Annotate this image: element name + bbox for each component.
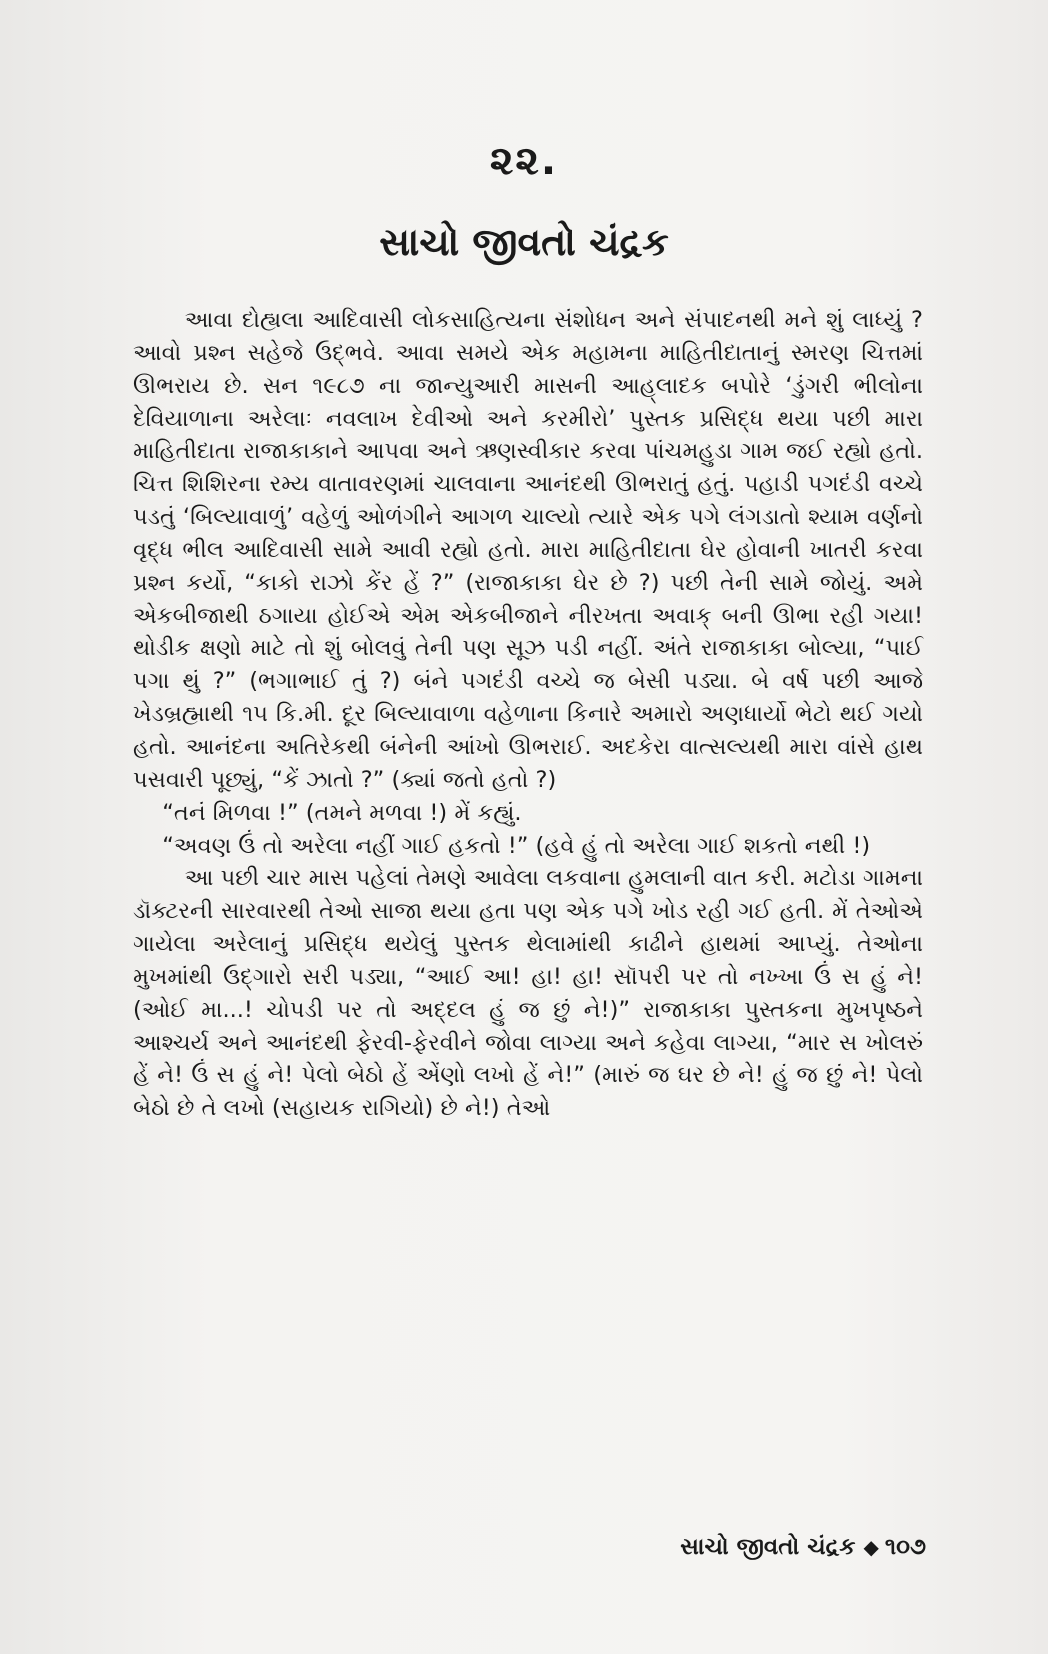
body-text: [133, 304, 923, 1125]
chapter-number: ૨૨.: [489, 138, 559, 184]
paragraph: આ પછી ચાર માસ પહેલાં તેમણે આવેલા લકવાના હુમલાની વાત કરી. મટોડા ગામના ડૉક્ટરની સારવારથી તેઓ સાજા થયા હતા પણ એક પગે ખોડ રહી ગઈ હતી. મેં તેઓએ ગાયેલા અરેલાનું પ્રસિદ્ધ થયેલું પુસ્તક થેલામાંથી કાઢીને હાથમાં આપ્યું. તેઓના મુખમાંથી ઉદ્ગારો સરી પડ્યા, “આઈ આ! હા! હા! સૉપરી પર તો નખ્ખા ઉં સ હું ને! (ઓઈ મા...! ચોપડી પર તો અદ્દલ હું જ છું ને!)” રાજાકાકા પુસ્તકના મુખપૃષ્ઠને આશ્ચર્ય અને આનંદથી ફેરવી-ફેરવીને જોવા લાગ્યા અને કહેવા લાગ્યા, “માર સ ખોલરું હેં ને! ઉં સ હું ને! પેલો બેઠો હેં એંણો લખો હેં ને!” (મારું જ ઘર છે ને! હું જ છું ને! પેલો બેઠો છે તે લખો (સહાયક રાગિયો) છે ને!) તેઓ: [133, 865, 923, 1122]
diamond-separator-icon: ◆: [863, 1535, 879, 1559]
page-footer: [680, 1534, 926, 1560]
chapter-title: સાચો જીવતો ચંદ્રક: [379, 220, 669, 264]
running-title: સાચો જીવતો ચંદ્રક: [680, 1534, 856, 1560]
page-number: ૧૦૭: [884, 1534, 926, 1560]
paragraph: આવા દોહ્યલા આદિવાસી લોકસાહિત્યના સંશોધન અને સંપાદનથી મને શું લાધ્યું ? આવો પ્રશ્ન સહેજે ઉદ્ભવે. આવા સમયે એક મહામના માહિતીદાતાનું સ્મરણ ચિત્તમાં ઊભરાય છે. સન ૧૯૮૭ ના જાન્યુઆરી માસની આહ્‌લાદક બપોરે ‘ડુંગરી ભીલોના દેવિયાળાના અરેલાઃ નવલાખ દેવીઓ અને કરમીરો’ પુસ્તક પ્રસિદ્ધ થયા પછી મારા માહિતીદાતા રાજાકાકાને આપવા અને ઋણસ્વીકાર કરવા પાંચમહુડા ગામ જઈ રહ્યો હતો. ચિત્ત શિશિરના રમ્ય વાતાવરણમાં ચાલવાના આનંદથી ઊભરાતું હતું. પહાડી પગદંડી વચ્ચે પડતું ‘બિલ્યાવાળું’ વહેળું ઓળંગીને આગળ ચાલ્યો ત્યારે એક પગે લંગડાતો શ્યામ વર્ણનો વૃદ્ધ ભીલ આદિવાસી સામે આવી રહ્યો હતો. મારા માહિતીદાતા ઘેર હોવાની ખાતરી કરવા પ્રશ્ન કર્યો, “કાકો રાઝો કેંર હેં ?” (રાજાકાકા ઘેર છે ?) પછી તેની સામે જોયું. અમે એકબીજાથી ઠગાયા હોઈએ એમ એકબીજાને નીરખતા અવાક્ બની ઊભા રહી ગયા! થોડીક ક્ષણો માટે તો શું બોલવું તેની પણ સૂઝ પડી નહીં. અંતે રાજાકાકા બોલ્યા, “પાઈ પગા થું ?” (ભગાભાઈ તું ?) બંને પગદંડી વચ્ચે જ બેસી પડ્યા. બે વર્ષ પછી આજે ખેડબ્રહ્માથી ૧૫ કિ.મી. દૂર બિલ્યાવાળા વહેળાના કિનારે અમારો અણધાર્યો ભેટો થઈ ગયો હતો. આનંદના અતિરેકથી બંનેની આંખો ઊભરાઈ. અદકેરા વાત્સલ્યથી મારા વાંસે હાથ પસવારી પૂછ્યું, “કેં ઝાતો ?” (ક્યાં જતો હતો ?): [133, 307, 923, 793]
paragraph: “અવણ ઉં તો અરેલા નહીં ગાઈ હકતો !” (હવે હું તો અરેલા ગાઈ શકતો નથી !): [162, 832, 871, 859]
paragraph: “તનં મિળવા !” (તમને મળવા !) મેં કહ્યું.: [162, 799, 522, 826]
